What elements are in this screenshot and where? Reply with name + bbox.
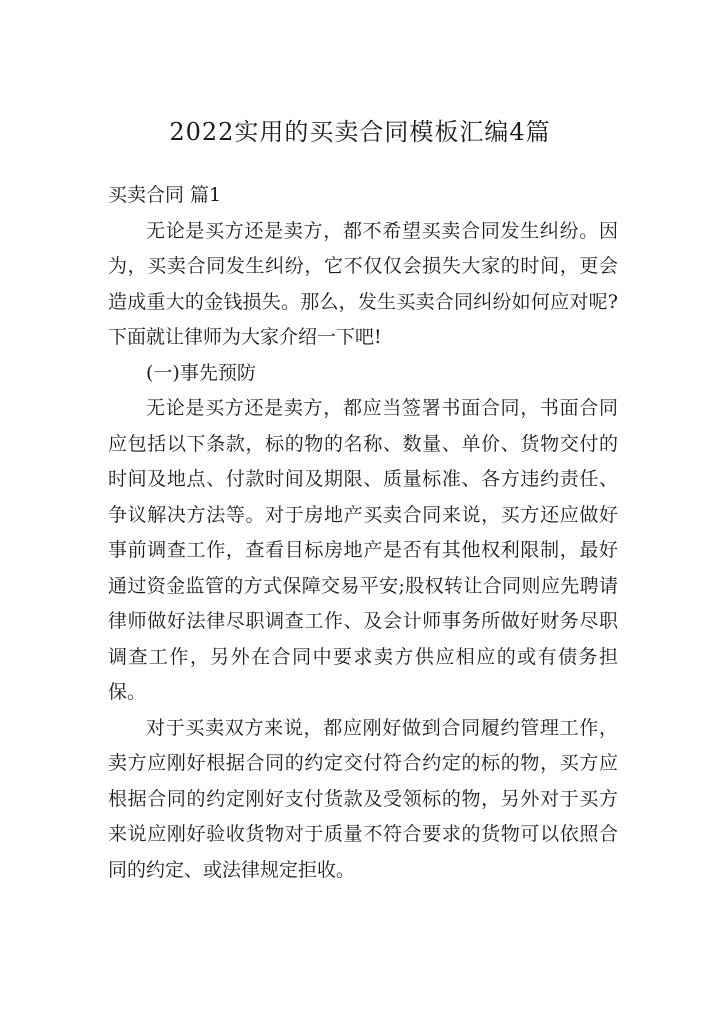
- document-body: [108, 178, 618, 888]
- paragraph-prevention: 无论是买方还是卖方，都应当签署书面合同，书面合同应包括以下条款，标的物的名称、数量、单价、货物交付的时间及地点、付款时间及期限、质量标准、各方违约责任、争议解决方法等。对于房地产买卖合同来说，买方还应做好事前调查工作，查看目标房地产是否有其他权利限制，最好通过资金监管的方式保障交易平安;股权转让合同则应先聘请律师做好法律尽职调查工作、及会计师事务所做好财务尽职调查工作，另外在合同中要求卖方供应相应的或有债务担保。: [108, 397, 618, 703]
- document-title: 2022实用的买卖合同模板汇编4篇: [169, 118, 551, 146]
- subheading-prevention: (一)事先预防: [146, 361, 256, 384]
- paragraph-performance: 对于买卖双方来说，都应刚好做到合同履约管理工作，卖方应刚好根据合同的约定交付符合约定的标的物，买方应根据合同的约定刚好支付货款及受领标的物，另外对于买方来说应刚好验收货物对于质量不符合要求的货物可以依照合同的约定、或法律规定拒收。: [108, 716, 618, 881]
- paragraph-intro: 无论是买方还是卖方，都不希望买卖合同发生纠纷。因为，买卖合同发生纠纷，它不仅仅会损失大家的时间，更会造成重大的金钱损失。那么，发生买卖合同纠纷如何应对呢?下面就让律师为大家介绍一下吧!: [108, 219, 618, 348]
- section-label: 买卖合同 篇1: [108, 184, 222, 206]
